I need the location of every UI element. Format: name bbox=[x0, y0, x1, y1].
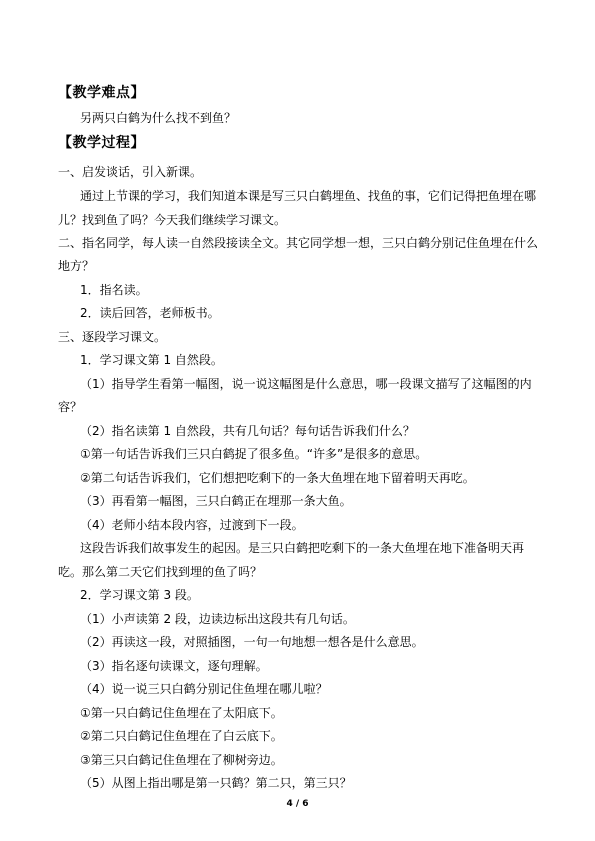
text-line: （5）从图上指出哪是第一只鹤？第二只，第三只？ bbox=[80, 776, 352, 790]
text-line: 儿？找到鱼了吗？今天我们继续学习课文。 bbox=[58, 213, 287, 227]
text-line: ②第二句话告诉我们，它们想把吃剩下的一条大鱼埋在地下留着明天再吃。 bbox=[80, 471, 475, 485]
difficulty-text: 另两只白鹤为什么找不到鱼？ bbox=[80, 111, 237, 125]
text-line: ③第三只白鹤记住鱼埋在了柳树旁边。 bbox=[80, 753, 283, 767]
text-line: （3）指名逐句读课文，逐句理解。 bbox=[80, 659, 268, 673]
text-line: 2．读后回答，老师板书。 bbox=[80, 306, 220, 320]
text-line: （2）再读这一段，对照插图，一句一句地想一想各是什么意思。 bbox=[80, 635, 424, 649]
text-line: （4）老师小结本段内容，过渡到下一段。 bbox=[80, 518, 304, 532]
text-line: 通过上节课的学习，我们知道本课是写三只白鹤埋鱼、找鱼的事，它们记得把鱼埋在哪 bbox=[80, 189, 537, 203]
text-line: 吃。那么第二天它们找到埋的鱼了吗？ bbox=[58, 565, 263, 579]
text-line: 二、指名同学，每人读一自然段接读全文。其它同学想一想，三只白鹤分别记住鱼埋在什么 bbox=[58, 236, 539, 250]
text-line: ①第一句话告诉我们三只白鹤捉了很多鱼。“许多”是很多的意思。 bbox=[80, 447, 428, 461]
text-line: 一、启发谈话，引入新课。 bbox=[58, 165, 203, 179]
text-line: 三、逐段学习课文。 bbox=[58, 330, 167, 344]
section-heading-process: 【教学过程】 bbox=[58, 135, 145, 151]
text-line: ①第一只白鹤记住鱼埋在了太阳底下。 bbox=[80, 706, 283, 720]
text-line: （4）说一说三只白鹤分别记住鱼埋在哪儿啦？ bbox=[80, 682, 328, 696]
text-line: 1．学习课文第 1 自然段。 bbox=[80, 353, 223, 367]
text-line: （2）指名读第 1 自然段，共有几句话？每句话告诉我们什么？ bbox=[80, 424, 415, 438]
text-line: （3）再看第一幅图，三只白鹤正在埋那一条大鱼。 bbox=[80, 494, 352, 508]
section-heading-difficulty: 【教学难点】 bbox=[58, 85, 145, 101]
text-line: （1）指导学生看第一幅图，说一说这幅图是什么意思，哪一段课文描写了这幅图的内 bbox=[80, 377, 532, 391]
text-line: 容？ bbox=[58, 400, 83, 414]
text-line: 地方？ bbox=[58, 259, 95, 273]
text-line: （1）小声读第 2 段，边读边标出这段共有几句话。 bbox=[80, 612, 355, 626]
text-line: 2．学习课文第 3 段。 bbox=[80, 588, 199, 602]
page-number: 4 / 6 bbox=[286, 799, 309, 809]
text-line: 1．指名读。 bbox=[80, 283, 148, 297]
text-line: ②第二只白鹤记住鱼埋在了白云底下。 bbox=[80, 729, 283, 743]
text-line: 这段告诉我们故事发生的起因。是三只白鹤把吃剩下的一条大鱼埋在地下准备明天再 bbox=[80, 541, 525, 555]
